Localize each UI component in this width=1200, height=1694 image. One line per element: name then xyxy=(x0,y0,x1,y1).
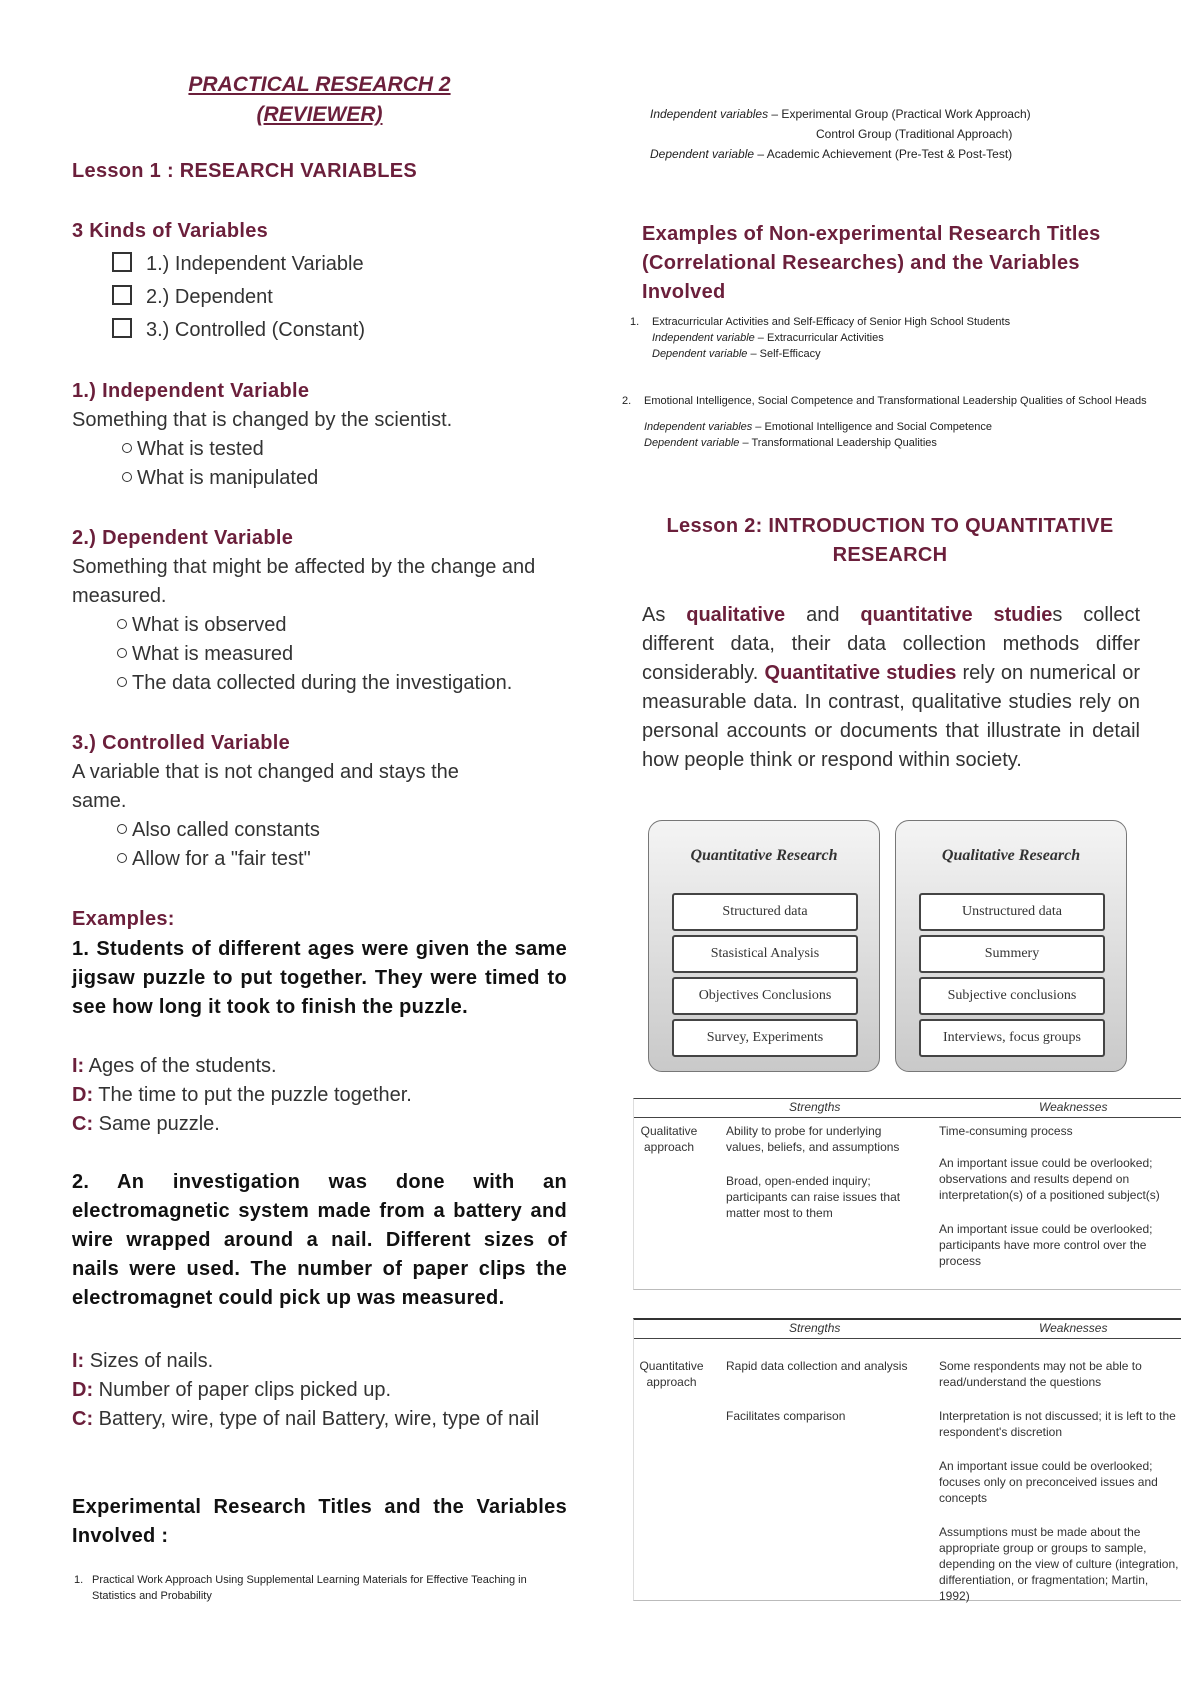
paragraph-text: s collect different data, their data collection methods differ considerably. xyxy=(642,604,1140,684)
answer-controlled xyxy=(72,1405,557,1434)
dependent-definition: Something that might be affected by the change and measured. xyxy=(72,556,536,607)
list-number: 1. xyxy=(630,316,640,328)
variable-label: Dependent variable xyxy=(652,348,748,360)
experimental-title: Practical Work Approach Using Supplemental Learning Materials for Effective Teaching in Statistics and Probability xyxy=(92,1574,527,1602)
kinds-item-label: 3.) Controlled (Constant) xyxy=(146,319,365,341)
strength-cell: Facilitates comparison xyxy=(726,1409,846,1423)
iv-line xyxy=(644,419,1147,435)
list-item xyxy=(117,640,512,669)
nonexp-item-1 xyxy=(630,314,1170,362)
variable-label: Dependent variable xyxy=(650,147,755,161)
list-item-text: What is measured xyxy=(132,643,294,665)
qual-item: Unstructured data xyxy=(919,893,1105,931)
variable-text: – Experimental Group (Practical Work Approach) xyxy=(768,107,1031,121)
controlled-heading: 3.) Controlled Variable xyxy=(72,732,291,754)
answer-text: Same puzzle. xyxy=(93,1113,220,1135)
example-1-text: 1. Students of different ages were given the same jigsaw puzzle to put together. They were timed to see how long it took to finish the puzzle. xyxy=(72,938,567,1018)
variable-label: Independent variable xyxy=(652,332,755,344)
strengths-header: Strengths xyxy=(789,1321,841,1335)
nonexp-title: Emotional Intelligence, Social Competence and Transformational Leadership Qualities of School Heads xyxy=(644,395,1147,407)
strength-cell: Broad, open-ended inquiry; participants can raise issues that matter most to them xyxy=(726,1174,901,1220)
kinds-item-label: 1.) Independent Variable xyxy=(146,253,364,275)
answer-independent xyxy=(72,1052,567,1081)
quant-item: Survey, Experiments xyxy=(672,1019,858,1057)
kinds-item xyxy=(112,250,365,279)
circle-bullet-icon xyxy=(122,472,132,482)
list-item-text: What is tested xyxy=(137,438,264,460)
qualitative-panel xyxy=(895,820,1127,1072)
experimental-variables xyxy=(650,106,1170,163)
kinds-heading: 3 Kinds of Variables xyxy=(72,220,269,242)
answer-label: D: xyxy=(72,1379,94,1401)
panel-title: Quantitative Research xyxy=(690,847,838,864)
list-item xyxy=(117,816,320,845)
list-item xyxy=(122,464,318,493)
qual-item: Subjective conclusions xyxy=(919,977,1105,1015)
title-line-2: (REVIEWER) xyxy=(256,103,383,126)
dv-line xyxy=(652,346,1010,362)
answer-label: D: xyxy=(72,1084,94,1106)
controlled-bullets xyxy=(117,816,320,874)
answer-label: I: xyxy=(72,1055,85,1077)
row-label: Quantitative approach xyxy=(639,1359,704,1389)
circle-bullet-icon xyxy=(117,619,127,629)
circle-bullet-icon xyxy=(122,443,132,453)
dv-line xyxy=(644,435,1147,451)
circle-bullet-icon xyxy=(117,824,127,834)
list-item-text: What is observed xyxy=(132,614,287,636)
list-item-text: Allow for a "fair test" xyxy=(132,848,311,870)
nonexp-item-1-body xyxy=(652,314,1010,362)
table-header-row xyxy=(634,1320,1181,1339)
weakness-cell: Some respondents may not be able to read/understand the questions xyxy=(939,1359,1142,1389)
answer-label: C: xyxy=(72,1113,94,1135)
strengths-header: Strengths xyxy=(789,1100,841,1114)
weakness-cell: Assumptions must be made about the appropriate group or groups to sample, depending on the view of culture (integration, differentiation, or fragmentation; Martin, 1992) xyxy=(939,1525,1179,1603)
examples-heading: Examples: xyxy=(72,908,175,930)
list-number: 2. xyxy=(622,395,632,407)
kinds-item xyxy=(112,283,365,312)
dependent-bullets xyxy=(117,611,512,698)
qual-item: Summery xyxy=(919,935,1105,973)
quantitative-panel xyxy=(648,820,880,1072)
qualitative-table xyxy=(633,1098,1181,1290)
example-2-answers xyxy=(72,1347,567,1434)
answer-dependent xyxy=(72,1376,567,1405)
variable-text: – Academic Achievement (Pre-Test & Post-Test) xyxy=(754,147,1013,161)
nonexp-heading: Examples of Non-experimental Research Titles (Correlational Researches) and the Variables Involved xyxy=(642,223,1101,303)
answer-independent xyxy=(72,1347,567,1376)
answer-text: Sizes of nails. xyxy=(84,1350,214,1372)
variable-text: – Extracurricular Activities xyxy=(754,332,884,344)
variable-text: – Self-Efficacy xyxy=(747,348,821,360)
dv-line xyxy=(650,146,1170,163)
answer-text: Ages of the students. xyxy=(84,1055,277,1077)
list-number: 1. xyxy=(74,1574,84,1586)
quant-item: Structured data xyxy=(672,893,858,931)
nonexp-item-2 xyxy=(622,393,1170,451)
row-label: Qualitative approach xyxy=(640,1124,698,1154)
paragraph-text: rely on numerical or measurable data. In contrast, qualitative studies rely on personal accounts or documents that illustrate in detail how people think or respond within society. xyxy=(642,662,1140,771)
quant-item: Stasistical Analysis xyxy=(672,935,858,973)
independent-bullets xyxy=(122,435,318,493)
circle-bullet-icon xyxy=(117,853,127,863)
kinds-list xyxy=(112,250,365,345)
experimental-heading: Experimental Research Titles and the Variables Involved : xyxy=(72,1496,567,1547)
independent-heading: 1.) Independent Variable xyxy=(72,380,310,402)
weakness-cell: An important issue could be overlooked; focuses only on preconceived issues and concepts xyxy=(939,1459,1158,1505)
kinds-item-label: 2.) Dependent xyxy=(146,286,273,308)
weaknesses-header: Weaknesses xyxy=(1039,1100,1108,1114)
document-title xyxy=(72,70,567,130)
table-header-row xyxy=(634,1099,1181,1118)
emphasis-quantitative: quantitative studie xyxy=(860,604,1053,626)
independent-definition: Something that is changed by the scientist. xyxy=(72,409,453,431)
answer-controlled xyxy=(72,1110,567,1139)
lesson-2-heading: Lesson 2: INTRODUCTION TO QUANTITATIVE RESEARCH xyxy=(666,515,1114,566)
controlled-definition: A variable that is not changed and stays the same. xyxy=(72,761,459,812)
weakness-cell: Time-consuming process xyxy=(939,1124,1073,1138)
answer-dependent xyxy=(72,1081,567,1110)
paragraph-text: and xyxy=(785,604,861,626)
weakness-cell: An important issue could be overlooked; observations and results depend on interpretation(s) of a positioned subject(s) xyxy=(939,1156,1160,1202)
iv-line-2: Control Group (Traditional Approach) xyxy=(816,127,1013,141)
strength-cell: Ability to probe for underlying values, beliefs, and assumptions xyxy=(726,1124,900,1154)
variable-text: – Emotional Intelligence and Social Competence xyxy=(752,421,992,433)
quant-item: Objectives Conclusions xyxy=(672,977,858,1015)
weaknesses-header: Weaknesses xyxy=(1039,1321,1108,1335)
weakness-cell: An important issue could be overlooked; participants have more control over the process xyxy=(939,1222,1153,1268)
example-1-answers xyxy=(72,1052,567,1139)
answer-text: Number of paper clips picked up. xyxy=(93,1379,392,1401)
lesson-1-heading: Lesson 1 : RESEARCH VARIABLES xyxy=(72,160,418,182)
iv-line xyxy=(650,106,1170,123)
answer-text: Battery, wire, type of nail Battery, wire, type of nail xyxy=(93,1408,540,1430)
list-item-text: What is manipulated xyxy=(137,467,319,489)
title-line-1: PRACTICAL RESEARCH 2 xyxy=(188,73,451,96)
list-item xyxy=(122,435,318,464)
answer-text: The time to put the puzzle together. xyxy=(93,1084,412,1106)
example-2-text: 2. An investigation was done with an electromagnetic system made from a battery and wire wrapped around a nail. Different sizes of nails were used. The number of paper clips the electromagnet could pick up was measured. xyxy=(72,1171,567,1309)
checkbox-icon xyxy=(112,252,132,272)
lesson-2-paragraph xyxy=(642,601,1140,775)
nonexp-item-2-body xyxy=(644,393,1147,451)
list-item xyxy=(117,611,512,640)
checkbox-icon xyxy=(112,285,132,305)
emphasis-qualitative: qualitative xyxy=(686,604,786,626)
list-item-text: The data collected during the investigation. xyxy=(132,672,513,694)
variable-text: – Transformational Leadership Qualities xyxy=(739,437,937,449)
panel-title: Qualitative Research xyxy=(941,847,1081,864)
variable-label: Independent variables xyxy=(644,421,753,433)
list-item-text: Also called constants xyxy=(132,819,320,841)
list-item xyxy=(117,845,320,874)
circle-bullet-icon xyxy=(117,648,127,658)
answer-label: I: xyxy=(72,1350,85,1372)
paragraph-text: As xyxy=(642,604,687,626)
variable-label: Dependent variable xyxy=(644,437,740,449)
strength-cell: Rapid data collection and analysis xyxy=(726,1359,908,1373)
weakness-cell: Interpretation is not discussed; it is left to the respondent's discretion xyxy=(939,1409,1176,1439)
answer-label: C: xyxy=(72,1408,94,1430)
emphasis-quantitative-studies: Quantitative studies xyxy=(764,662,957,684)
checkbox-icon xyxy=(112,318,132,338)
experimental-item-1 xyxy=(74,1572,569,1604)
iv-line xyxy=(652,330,1010,346)
circle-bullet-icon xyxy=(117,677,127,687)
qual-item: Interviews, focus groups xyxy=(919,1019,1105,1057)
list-item xyxy=(117,669,512,698)
dependent-heading: 2.) Dependent Variable xyxy=(72,527,294,549)
variable-label: Independent variables xyxy=(650,107,769,121)
nonexp-title: Extracurricular Activities and Self-Efficacy of Senior High School Students xyxy=(652,316,1011,328)
kinds-item xyxy=(112,316,365,345)
quantitative-table xyxy=(633,1318,1181,1601)
